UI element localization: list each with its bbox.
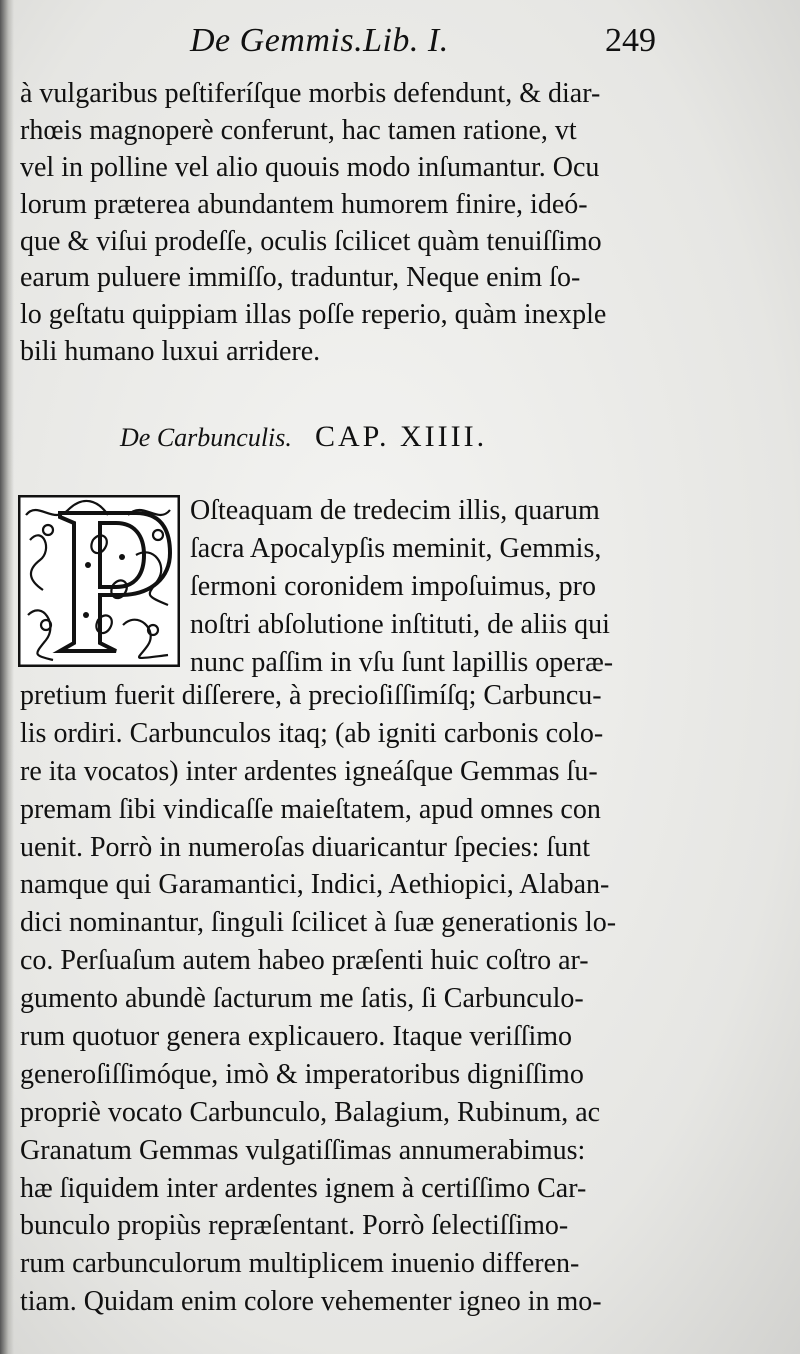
text-line: namque qui Garamantici, Indici, Aethiopici, Alaban- — [20, 869, 610, 901]
text-line: rhœis magnoperè conferunt, hac tamen ratione, vt — [20, 114, 577, 146]
page-number: 249 — [605, 22, 656, 59]
page-edge-shadow — [0, 0, 14, 1354]
text-line: vel in polline vel alio quouis modo inſumantur. Ocu — [20, 151, 600, 183]
ornament-initial-icon — [18, 495, 180, 667]
text-line: premam ſibi vindicaſſe maieſtatem, apud omnes con — [20, 793, 601, 825]
text-line: gumento abundè ſacturum me ſatis, ſi Carbunculo- — [20, 983, 584, 1015]
text-line: generoſiſſimóque, imò & imperatoribus digniſſimo — [20, 1058, 584, 1090]
text-line: nunc paſſim in vſu ſunt lapillis operæ- — [190, 646, 614, 678]
page-header — [0, 22, 800, 72]
running-head: De Gemmis.Lib. I. — [190, 22, 449, 59]
text-line: tiam. Quidam enim colore vehementer igneo in mo- — [20, 1286, 602, 1318]
text-line: pretium fuerit diſſerere, à precioſiſſimíſq; Carbuncu- — [20, 680, 602, 711]
text-line: bunculo propiùs repræſentant. Porrò ſelectiſſimo- — [20, 1210, 569, 1242]
text-line: propriè vocato Carbunculo, Balagium, Rubinum, ac — [20, 1096, 601, 1128]
text-line: bili humano luxui arridere. — [20, 336, 321, 368]
text-line: lorum præterea abundantem humorem finire, ideó- — [20, 188, 588, 220]
text-line: re ita vocatos) inter ardentes igneáſque Gemmas ſu- — [20, 755, 598, 787]
text-line: lo geſtatu quippiam illas poſſe reperio, quàm inexple — [20, 299, 607, 331]
top-paragraph — [20, 76, 685, 371]
chapter-title: De Carbunculis. — [120, 423, 292, 452]
text-line: Granatum Gemmas vulgatiſſimas annumerabimus: — [20, 1134, 586, 1166]
text-line: ſacra Apocalypſis meminit, Gemmis, — [190, 532, 602, 564]
text-line: dici nominantur, ſinguli ſcilicet à ſuæ generationis lo- — [20, 907, 617, 939]
text-line: à vulgaribus peſtiferíſque morbis defendunt, & diar- — [20, 78, 601, 109]
main-paragraph — [20, 678, 685, 1322]
text-line: rum carbunculorum multiplicem inuenio differen- — [20, 1248, 580, 1280]
text-line: uenit. Porrò in numeroſas diuaricantur ſpecies: ſunt — [20, 831, 590, 863]
chapter-number: CAP. XIIII. — [314, 420, 488, 453]
text-line: ſermoni coronidem impoſuimus, pro — [190, 570, 596, 602]
text-line: noſtri abſolutione inſtituti, de aliis qui — [190, 608, 610, 640]
decorated-initial-p — [18, 495, 180, 667]
text-line: hæ ſiquidem inter ardentes ignem à certiſſimo Car- — [20, 1172, 587, 1204]
text-line: lis ordiri. Carbunculos itaq; (ab igniti carbonis colo- — [20, 717, 604, 749]
text-line: rum quotuor genera explicauero. Itaque veriſſimo — [20, 1021, 573, 1053]
opening-lines — [190, 493, 690, 682]
text-line: earum puluere immiſſo, traduntur, Neque enim ſo- — [20, 262, 581, 294]
text-line: Oſteaquam de tredecim illis, quarum — [190, 495, 600, 526]
chapter-heading — [120, 420, 640, 464]
text-line: que & viſui prodeſſe, oculis ſcilicet quàm tenuiſſimo — [20, 225, 602, 257]
text-line: co. Perſuaſum autem habeo præſenti huic coſtro ar- — [20, 945, 589, 977]
